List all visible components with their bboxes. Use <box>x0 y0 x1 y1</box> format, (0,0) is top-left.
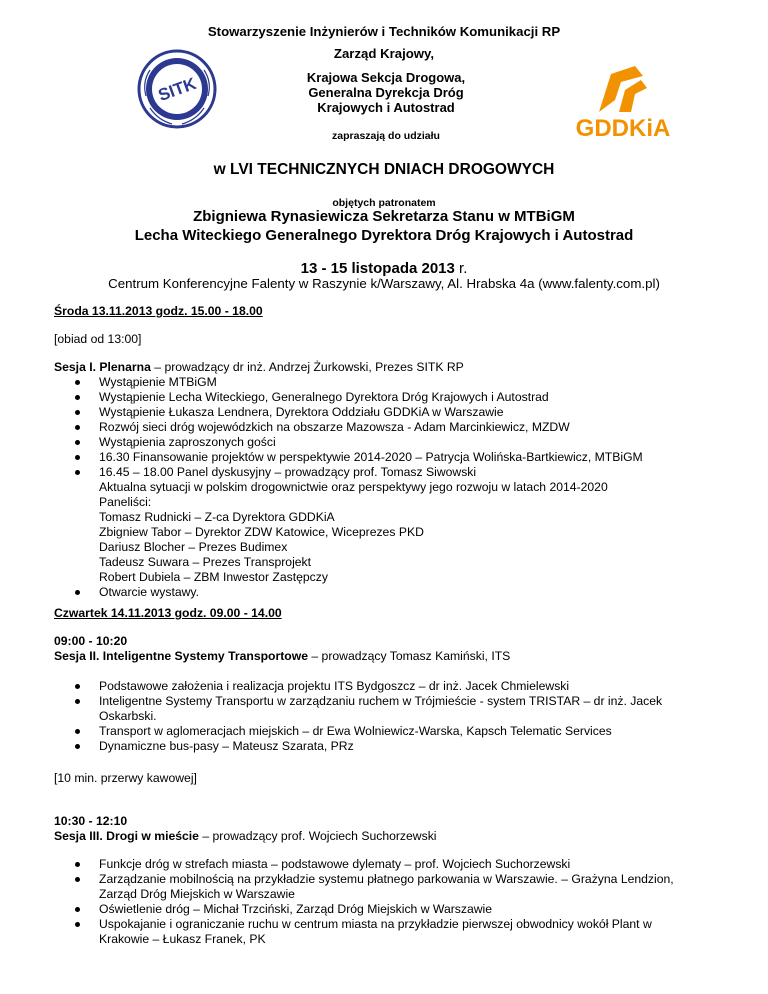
list-item: Wystąpienie Łukasza Lendnera, Dyrektora Oddziału GDDKiA w Warszawie <box>54 405 734 420</box>
list-item: Oświetlenie dróg – Michał Trzciński, Zarząd Dróg Miejskich w Warszawie <box>54 902 734 917</box>
organizer-line-3 <box>236 70 536 115</box>
panel-details <box>54 480 734 585</box>
list-item: Uspokajanie i ograniczanie ruchu w centrum miasta na przykładzie pierwszej obwodnicy wokół Plant w Krakowie – Łukasz Franek, PK <box>54 917 734 947</box>
invite-text: zapraszają do udziału <box>332 130 440 142</box>
list-item: Wystąpienie Lecha Witeckiego, Generalnego Dyrektora Dróg Krajowych i Autostrad <box>54 390 734 405</box>
list-item: Transport w aglomeracjach miejskich – dr Ewa Wolniewicz-Warska, Kapsch Telematic Services <box>54 724 734 739</box>
list-item: Rozwój sieci dróg wojewódzkich na obszarze Mazowsza - Adam Marcinkiewicz, MZDW <box>54 420 734 435</box>
sitk-logo-text: SITK <box>155 73 199 106</box>
session3-time: 10:30 - 12:10 <box>54 814 128 828</box>
event-venue: Centrum Konferencyjne Falenty w Raszynie k/Warszawy, Al. Hrabska 4a (www.falenty.com.pl) <box>108 276 660 291</box>
panel-line: Tomasz Rudnicki – Z-ca Dyrektora GDDKiA <box>99 510 335 524</box>
list-item: Wystąpienia zaproszonych gości <box>54 435 734 450</box>
day1-heading: Środa 13.11.2013 godz. 15.00 - 18.00 <box>54 304 263 318</box>
list-item: Zarządzanie mobilnością na przykładzie systemu płatnego parkowania w Warszawie. – Grażyna Lendzion, Zarząd Dróg Miejskich w Warszawie <box>54 872 734 902</box>
session1-list <box>54 375 734 600</box>
list-item: Wystąpienie MTBiGM <box>54 375 734 390</box>
gddkia-logo-text: GDDKiA <box>575 115 671 140</box>
patronage-intro: objętych patronatem <box>332 197 436 209</box>
organizer-line-1: Stowarzyszenie Inżynierów i Techników Komunikacji RP <box>207 24 561 39</box>
list-item: Dynamiczne bus-pasy – Mateusz Szarata, PRz <box>54 739 734 754</box>
session2-moderator: – prowadzący Tomasz Kamiński, ITS <box>308 649 511 663</box>
panel-line: Aktualna sytuacji w polskim drogownictwie oraz perspektywy jego rozwoju w latach 2014-2020 <box>99 480 608 494</box>
organizer-line-2: Zarząd Krajowy, <box>333 46 435 61</box>
coffee-break: [10 min. przerwy kawowej] <box>54 771 197 785</box>
session1-title <box>54 360 464 375</box>
list-item: 16.45 – 18.00 Panel dyskusyjny – prowadzący prof. Tomasz Siwowski <box>54 465 734 480</box>
day2-heading: Czwartek 14.11.2013 godz. 09.00 - 14.00 <box>54 606 282 620</box>
gddkia-logo <box>555 60 691 144</box>
list-item: Funkcje dróg w strefach miasta – podstawowe dylematy – prof. Wojciech Suchorzewski <box>54 857 734 872</box>
session3-moderator: – prowadzący prof. Wojciech Suchorzewski <box>198 829 437 843</box>
session1-label: Sesja I. Plenarna <box>54 360 151 374</box>
list-item: 16.30 Finansowanie projektów w perspektywie 2014-2020 – Patrycja Wolińska-Bartkiewicz, MTBiGM <box>54 450 734 465</box>
panel-line: Robert Dubiela – ZBM Inwestor Zastępczy <box>99 570 328 584</box>
event-title: w LVI TECHNICZNYCH DNIACH DROGOWYCH <box>213 161 555 178</box>
session2-title <box>54 649 510 664</box>
event-dates-main: 13 - 15 listopada 2013 <box>300 260 455 277</box>
panel-line: Tadeusz Suwara – Prezes Transprojekt <box>99 555 312 569</box>
session3-list <box>54 857 734 947</box>
panel-line: Zbigniew Tabor – Dyrektor ZDW Katowice, Wiceprezes PKD <box>99 525 424 539</box>
session1-moderator: – prowadzący dr inż. Andrzej Żurkowski, Prezes SITK RP <box>150 360 464 374</box>
panel-line: Paneliści: <box>99 495 152 509</box>
organizer-line-3b: Generalna Dyrekcja Dróg <box>308 85 464 100</box>
session2-label: Sesja II. Inteligentne Systemy Transportowe <box>54 649 308 663</box>
session2-time: 09:00 - 10:20 <box>54 634 128 648</box>
list-item: Podstawowe założenia i realizacja projektu ITS Bydgoszcz – dr inż. Jacek Chmielewski <box>54 679 734 694</box>
organizer-line-3a: Krajowa Sekcja Drogowa, <box>306 70 466 85</box>
organizer-line-3c: Krajowych i Autostrad <box>317 100 455 115</box>
session3-title <box>54 829 437 844</box>
patron-1: Zbigniewa Rynasiewicza Sekretarza Stanu w MTBiGM <box>193 208 575 225</box>
list-item: Otwarcie wystawy. <box>54 585 734 600</box>
event-dates-suffix: r. <box>454 260 468 277</box>
session2-list <box>54 679 734 754</box>
day1-lunch: [obiad od 13:00] <box>54 332 142 346</box>
panel-line: Dariusz Blocher – Prezes Budimex <box>99 540 288 554</box>
list-item: Inteligentne Systemy Transportu w zarządzaniu ruchem w Trójmieście - system TRISTAR – dr inż. Jacek Oskarbski. <box>54 694 734 724</box>
session3-label: Sesja III. Drogi w mieście <box>54 829 199 843</box>
patron-2: Lecha Witeckiego Generalnego Dyrektora Dróg Krajowych i Autostrad <box>134 227 634 244</box>
